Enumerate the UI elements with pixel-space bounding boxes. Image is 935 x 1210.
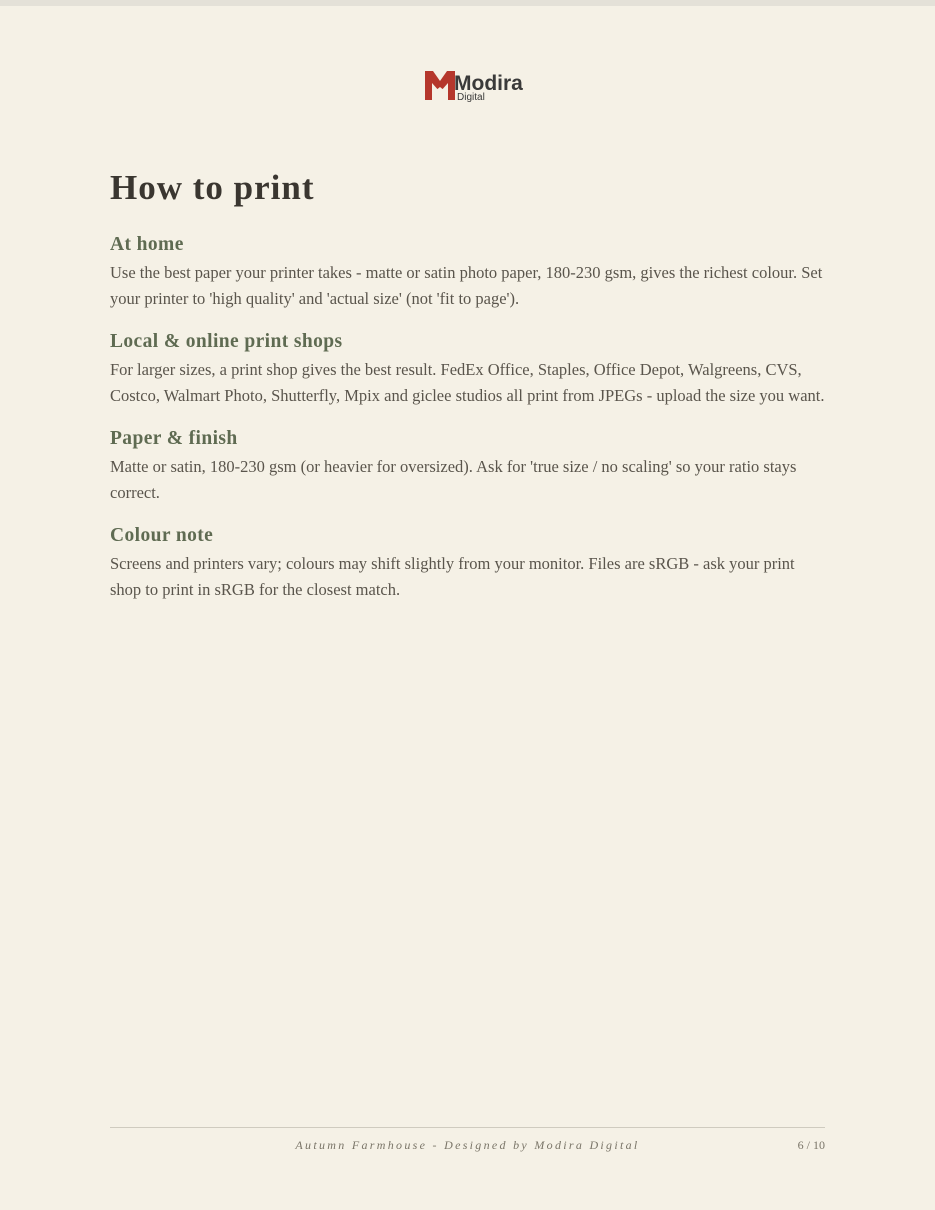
section-heading: Local & online print shops [110, 331, 343, 352]
page-footer [110, 1127, 825, 1157]
section-heading: Paper & finish [110, 428, 238, 449]
section-at-home [110, 232, 825, 312]
section-body: Use the best paper your printer takes - matte or satin photo paper, 180-230 gsm, gives the richest colour. Set your printer to 'high quality' and 'actual size' (not 'fit to page'). [110, 263, 823, 308]
modira-logo [423, 66, 523, 104]
section-paper-finish [110, 426, 825, 506]
section-body: Matte or satin, 180-230 gsm (or heavier for oversized). Ask for 'true size / no scaling' so your ratio stays correct. [110, 457, 797, 502]
top-strip [0, 0, 935, 6]
page-number: 6 / 10 [797, 1138, 825, 1152]
section-heading: Colour note [110, 525, 214, 546]
section-body: For larger sizes, a print shop gives the best result. FedEx Office, Staples, Office Depot, Walgreens, CVS, Costco, Walmart Photo, Shutterfly, Mpix and giclee studios all print from JPEGs - upload the size you want. [110, 360, 825, 405]
section-body: Screens and printers vary; colours may shift slightly from your monitor. Files are sRGB - ask your print shop to print in sRGB for the closest match. [110, 554, 795, 599]
section-colour-note [110, 523, 825, 603]
section-heading: At home [110, 234, 184, 255]
page-title: How to print [110, 168, 315, 207]
logo-brand-text: Modira [454, 72, 523, 95]
footer-credit: Autumn Farmhouse - Designed by Modira Digital [295, 1138, 640, 1152]
modira-logo-mark [423, 66, 523, 104]
section-print-shops [110, 329, 825, 409]
logo-sub-text: Digital [457, 92, 485, 103]
main-content [110, 166, 825, 620]
